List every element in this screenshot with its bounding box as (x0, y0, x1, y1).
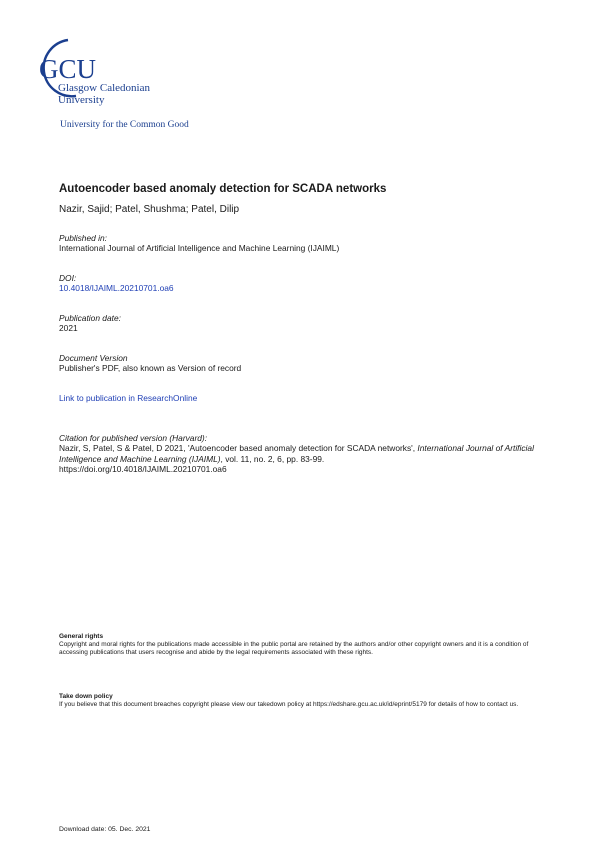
citation-text (59, 443, 559, 475)
citation-label: Citation for published version (Harvard): (59, 433, 208, 443)
logo-line2: University (58, 94, 105, 106)
published-label: Published in: (59, 233, 107, 243)
research-online-link[interactable]: Link to publication in ResearchOnline (59, 393, 198, 403)
published-value: International Journal of Artificial Intelligence and Machine Learning (IJAIML) (59, 243, 340, 253)
download-date: Download date: 05. Dec. 2021 (59, 826, 151, 833)
version-value: Publisher's PDF, also known as Version of record (59, 363, 242, 373)
takedown-text: If you believe that this document breaches copyright please view our takedown policy at https://edshare.gcu.ac.uk/id/eprint/5179 for details of how to contact us. (59, 701, 519, 708)
pubdate-value: 2021 (59, 323, 78, 333)
citation-journal: International Journal of Artificial Intelligence and Machine Learning (IJAIML) (59, 443, 534, 464)
citation-part1: Nazir, S, Patel, S & Patel, D 2021, 'Autoencoder based anomaly detection for SCADA networks', (59, 443, 418, 453)
doi-link[interactable]: 10.4018/IJAIML.20210701.oa6 (59, 283, 174, 293)
citation-part2: , vol. 11, no. 2, 6, pp. 83-99. (220, 453, 325, 464)
authors: Nazir, Sajid; Patel, Shushma; Patel, Dilip (59, 204, 240, 215)
doi-label: DOI: (59, 273, 77, 283)
version-label: Document Version (59, 353, 128, 363)
logo-line1: Glasgow Caledonian (58, 82, 150, 94)
general-rights-text: Copyright and moral rights for the publications made accessible in the public portal are retained by the authors and/or other copyright owners and it is a condition of accessing publications that users recognise and abide by the legal requirements associated with these rights. (59, 641, 529, 656)
takedown-heading: Take down policy (59, 693, 113, 700)
general-rights-heading: General rights (59, 633, 104, 640)
gcu-logo (36, 34, 206, 114)
tagline: University for the Common Good (60, 120, 189, 130)
citation-url: https://doi.org/10.4018/IJAIML.20210701.oa6 (59, 464, 227, 474)
logo-letters: GCU (39, 54, 97, 84)
gcu-logo-graphic (36, 34, 206, 114)
paper-title: Autoencoder based anomaly detection for SCADA networks (59, 183, 387, 195)
pubdate-label: Publication date: (59, 313, 121, 323)
